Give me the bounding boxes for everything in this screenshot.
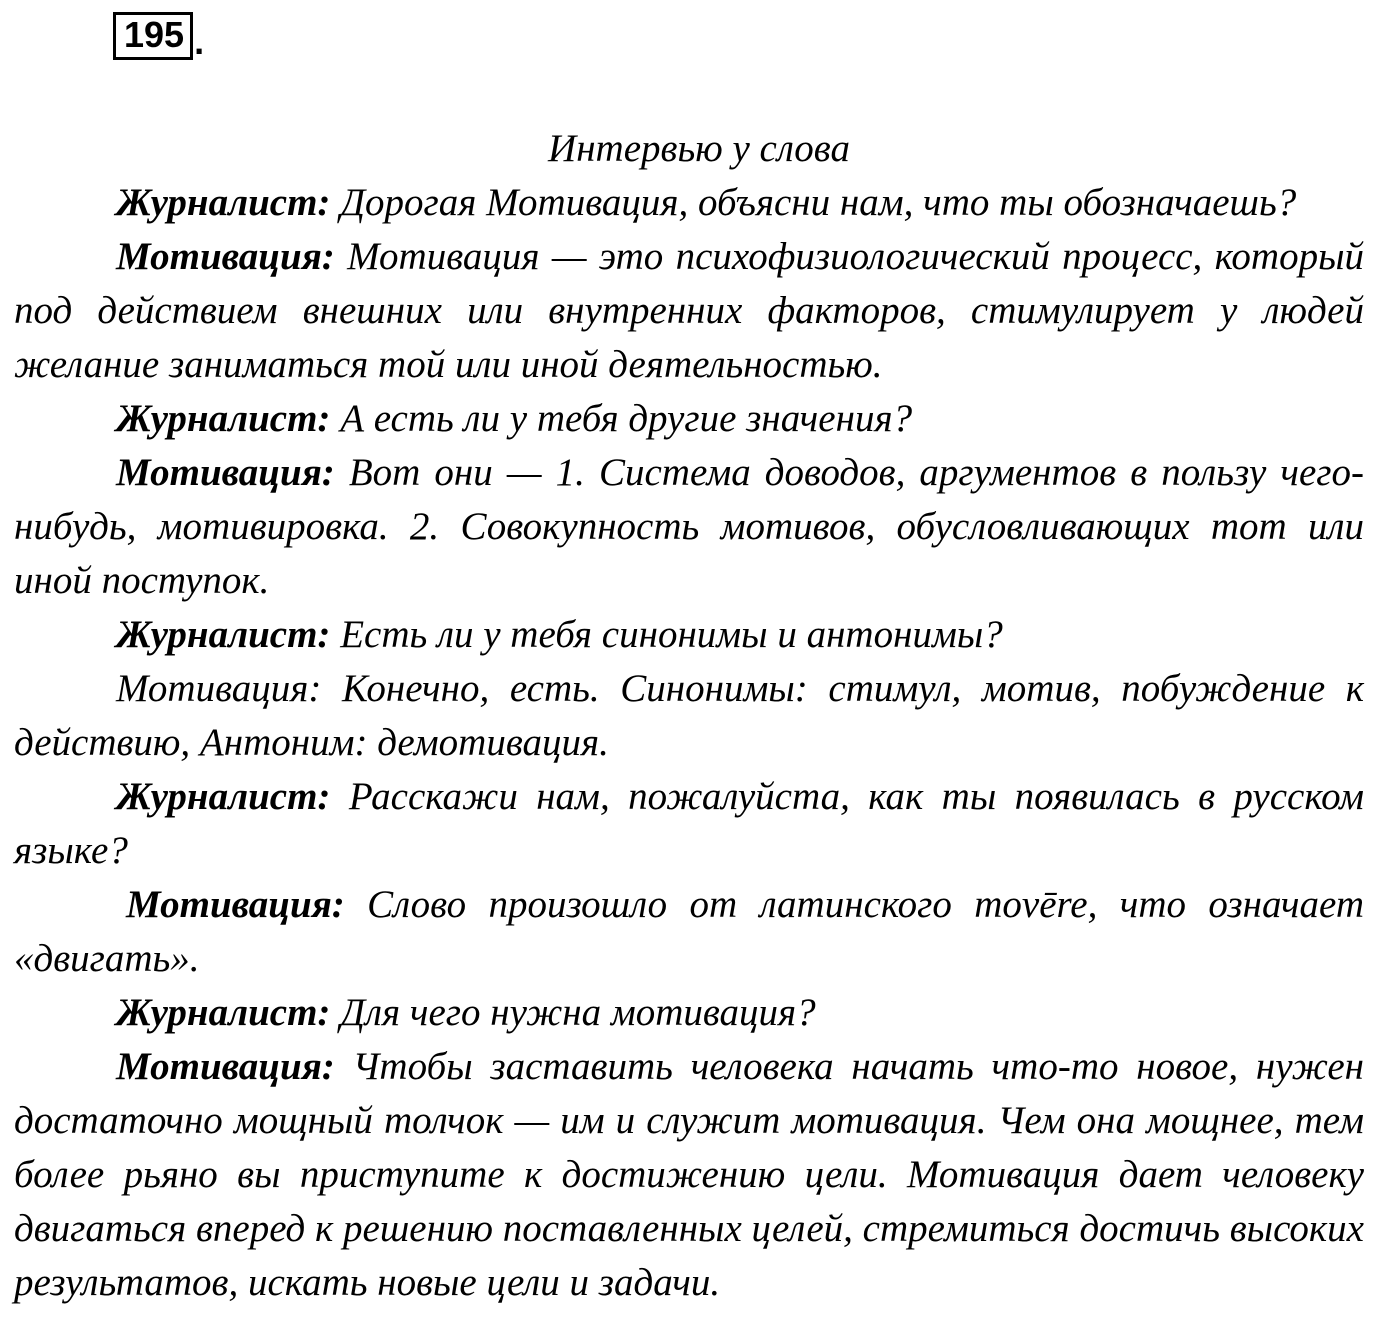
dialogue-text: Мотивация — это психофизиологический процесс, который под действием внешних или внутренних факторов, стимулирует у людей желание заниматься той или иной деятельностью.	[14, 235, 1364, 386]
dialogue-line	[14, 608, 1364, 662]
dialogue-text: Вот они — 1. Система доводов, аргументов в пользу чего-нибудь, мотивировка. 2. Совокупность мотивов, обусловливающих тот или иной поступок.	[14, 451, 1364, 602]
speaker-label: Журналист:	[116, 775, 331, 818]
speaker-label: Журналист:	[116, 991, 331, 1034]
speaker-label: Журналист:	[116, 613, 331, 656]
dialogue-text: А есть ли у тебя другие значения?	[330, 397, 913, 440]
dialogue-text: Расскажи нам, пожалуйста, как ты появилась в русском языке?	[14, 775, 1364, 872]
dialogue-text: Есть ли у тебя синонимы и антонимы?	[330, 613, 1003, 656]
dialogue-text: Слово произошло от латинского movēre, что означает «двигать».	[14, 883, 1364, 980]
speaker-label: Журналист:	[116, 181, 331, 224]
speaker-label: Журналист:	[116, 397, 331, 440]
dialogue-text: Для чего нужна мотивация?	[330, 991, 816, 1034]
dialogue-line	[14, 770, 1364, 878]
dialogue-line	[14, 986, 1364, 1040]
speaker-label: Мотивация:	[116, 1045, 335, 1088]
dialogue-line	[14, 230, 1364, 392]
dialogue-line	[14, 176, 1364, 230]
dialogue-line	[14, 878, 1364, 986]
dialogue-text: Мотивация: Конечно, есть. Синонимы: стимул, мотив, побуждение к действию, Антоним: демотивация.	[14, 667, 1364, 764]
dialogue-text: Чтобы заставить человека начать что-то новое, нужен достаточно мощный толчок — им и служит мотивация. Чем она мощнее, тем более рьяно вы приступите к достижению цели. Мотивация дает человеку двигаться вперед к решению поставленных целей, стремиться достичь высоких результатов, искать новые цели и задачи.	[14, 1045, 1364, 1304]
dialogue-line	[14, 446, 1364, 608]
dialogue-text: Дорогая Мотивация, объясни нам, что ты обозначаешь?	[330, 181, 1297, 224]
dialogue-line	[14, 392, 1364, 446]
speaker-label: Мотивация:	[116, 451, 335, 494]
exercise-number	[113, 16, 204, 60]
dialogue-line	[14, 1040, 1364, 1310]
speaker-label: Мотивация:	[126, 883, 345, 926]
speaker-label: Мотивация:	[116, 235, 335, 278]
interview-title: Интервью у слова	[548, 127, 850, 170]
dialogue-line	[14, 662, 1364, 770]
exercise-number-dot: .	[194, 21, 205, 62]
interview-text	[14, 122, 1364, 1310]
exercise-number-box: 195	[113, 12, 193, 60]
